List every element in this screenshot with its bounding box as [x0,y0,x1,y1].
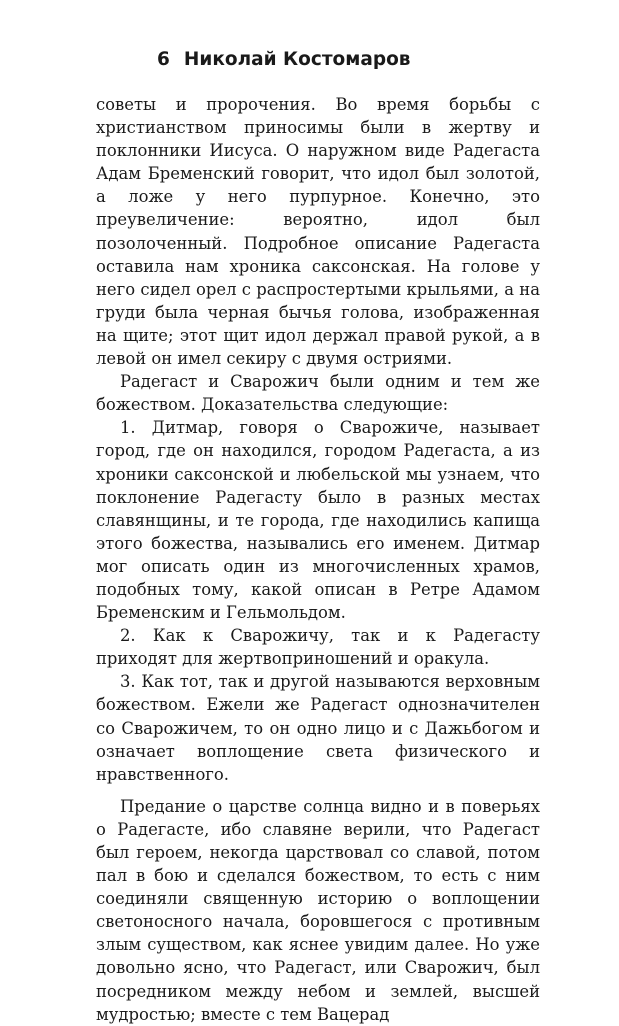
paragraph: Предание о царстве солнца видно и в поверьях о Радегасте, ибо славяне верили, что Радегаст был героем, некогда царствовал со славой, потом пал в бою и сделался божеством, то есть с ним соединяли священную историю о воплощении светоносного начала, боровшегося с противным злым существом, как яснее увидим далее. Но уже довольно ясно, что Радегаст, или Сварожич, был посредником между небом и землей, высшей мудростью; вместе с тем Вацерад [96,796,540,1024]
paragraph: советы и пророчения. Во время борьбы с христианством приносимы были в жертву и поклонники Иисуса. О наружном виде Радегаста Адам Бременский говорит, что идол был золотой, а ложе у него пурпурное. Конечно, это преувеличение: вероятно, идол был позолоченный. Подробное описание Радегаста оставила нам хроника саксонская. На голове у него сидел орел с распростертыми крыльями, а на груди была черная бычья голова, изображенная на щите; этот щит идол держал правой рукой, а в левой он имел секиру с двумя остриями. [96,95,540,369]
paragraph: 3. Как тот, так и другой называются верховным божеством. Ежели же Радегаст однозначителен со Сварожичем, то он одно лицо и с Дажьбогом и означает воплощение света физического и нравственного. [96,672,540,784]
paragraph: Радегаст и Сварожич были одним и тем же божеством. Доказательства следующие: [96,372,540,415]
author-name: Николай Костомаров [183,49,411,70]
page-number: 6 [157,49,170,70]
running-head [157,48,411,72]
body-text [96,93,540,1026]
paragraph: 2. Как к Сварожичу, так и к Радегасту приходят для жертвоприношений и оракула. [96,626,540,669]
paragraph: 1. Дитмар, говоря о Сварожиче, называет город, где он находился, городом Радегаста, а из хроники саксонской и любельской мы узнаем, что поклонение Радегасту было в разных местах славянщины, и те города, где находились капища этого божества, назывались его именем. Дитмар мог описать один из многочисленных храмов, подобных тому, какой описан в Ретре Адамом Бременским и Гельмольдом. [96,418,540,623]
